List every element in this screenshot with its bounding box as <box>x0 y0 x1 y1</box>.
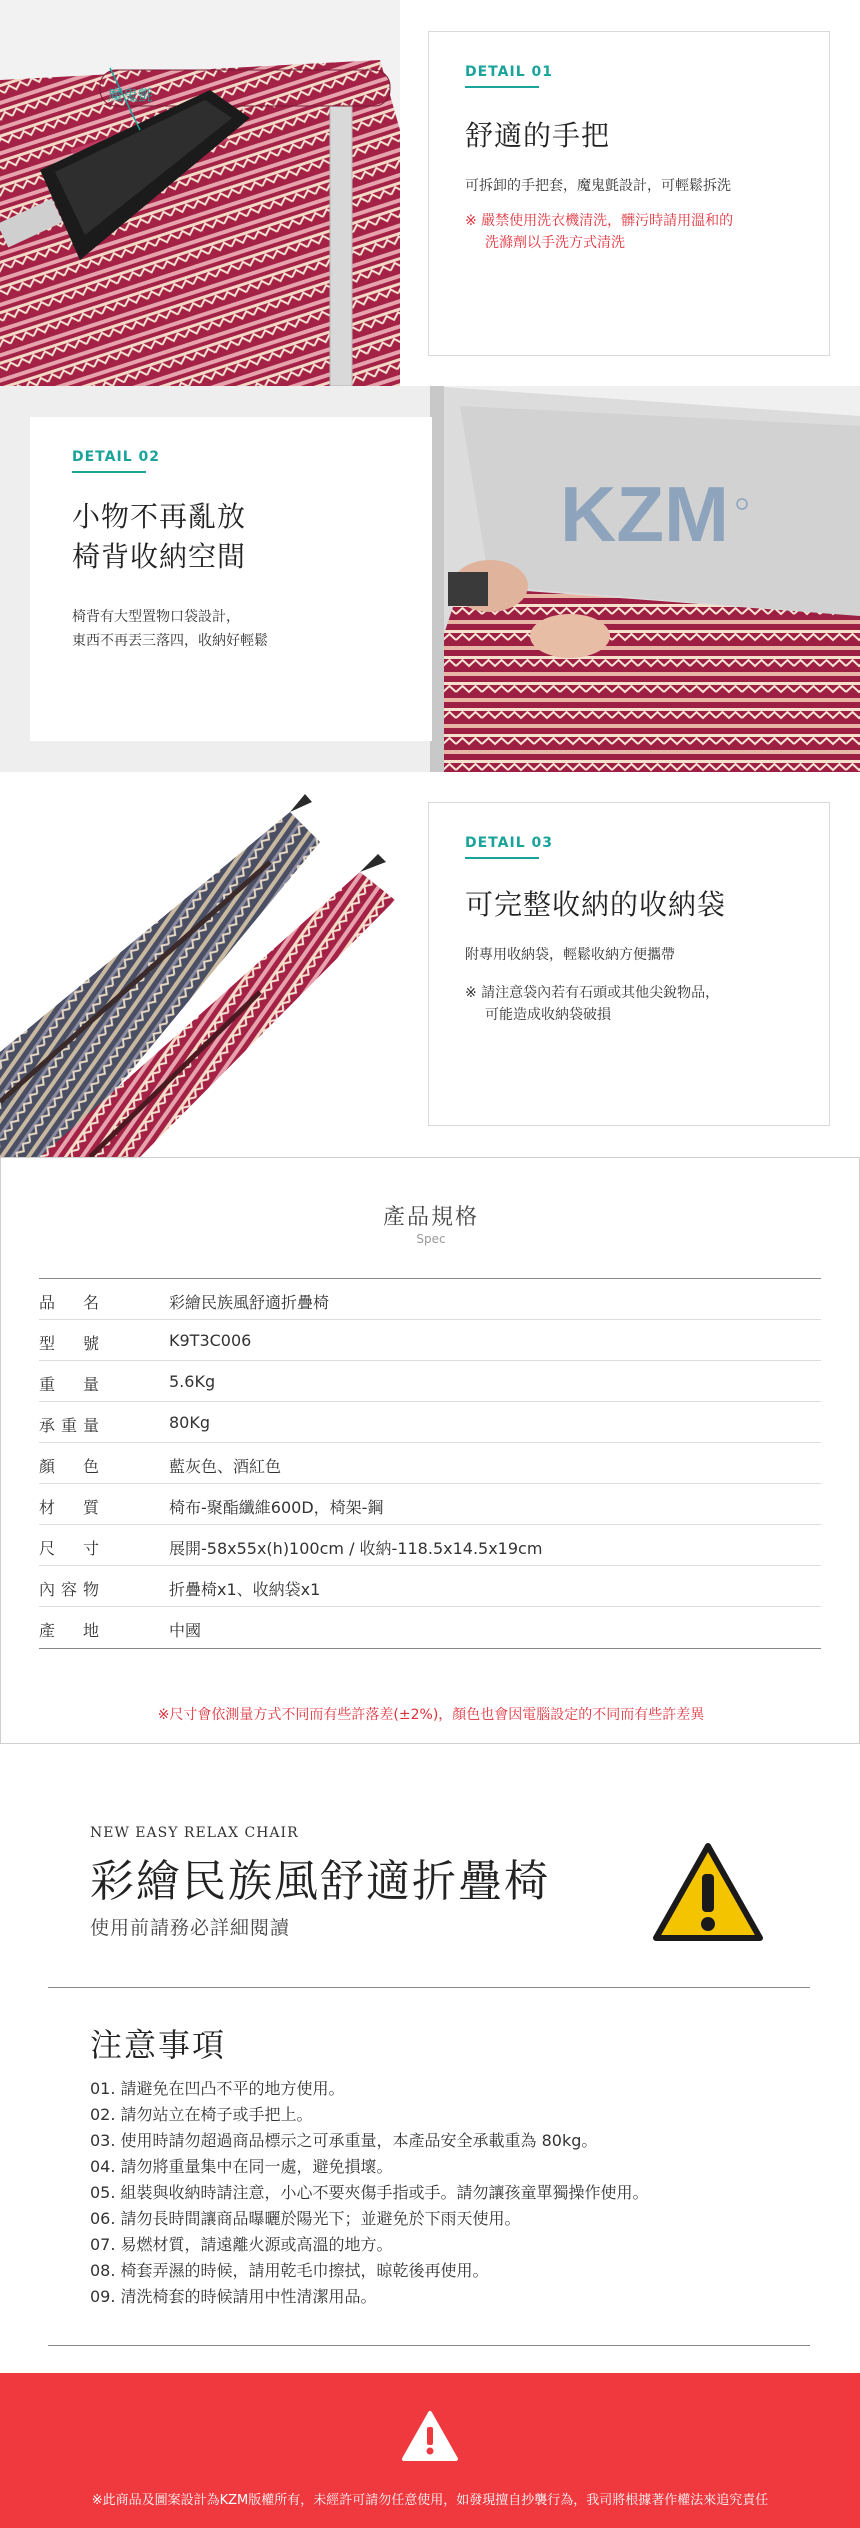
notice-item: 06. 請勿長時間讓商品曝曬於陽光下；並避免於下雨天使用。 <box>90 2209 521 2228</box>
detail-01-card <box>428 31 830 356</box>
carry-bag-illustration <box>0 772 420 1157</box>
spec-label: 顏色 <box>39 1457 99 1476</box>
detail-02-section <box>0 386 860 772</box>
spec-row <box>39 1566 821 1607</box>
card-warning: 洗滌劑以手洗方式清洗 <box>485 235 625 251</box>
notice-subtitle: 使用前請務必詳細閱讀 <box>90 1917 291 1939</box>
spec-value: 椅布-聚酯纖維600D，椅架-鋼 <box>169 1498 384 1517</box>
notice-english-title: NEW EASY RELAX CHAIR <box>90 1825 299 1841</box>
spec-label: 重量 <box>39 1375 99 1394</box>
notice-item: 07. 易燃材質，請遠離火源或高溫的地方。 <box>90 2235 393 2254</box>
divider <box>48 1987 810 1988</box>
notice-item: 04. 請勿將重量集中在同一處，避免損壞。 <box>90 2157 393 2176</box>
divider <box>48 2345 810 2346</box>
notice-item: 08. 椅套弄濕的時候，請用乾毛巾擦拭，晾乾後再使用。 <box>90 2261 489 2280</box>
spec-table <box>39 1278 821 1649</box>
spec-value: 藍灰色、酒紅色 <box>169 1457 282 1476</box>
detail-03-card <box>428 802 830 1126</box>
detail-01-section <box>0 0 860 386</box>
back-pocket-photo <box>430 386 860 772</box>
warning-triangle-icon <box>400 2409 460 2463</box>
spec-label: 材質 <box>39 1498 99 1517</box>
notice-item: 03. 使用時請勿超過商品標示之可承重量，本產品安全承載重為 80kg。 <box>90 2131 598 2150</box>
card-title: 可完整收納的收納袋 <box>465 888 727 921</box>
warning-triangle-icon <box>652 1842 764 1942</box>
notice-heading: 注意事項 <box>90 2026 227 2064</box>
spec-row <box>39 1607 821 1648</box>
spec-row <box>39 1525 821 1566</box>
spec-row <box>39 1361 821 1402</box>
spec-label: 產地 <box>39 1621 99 1640</box>
card-title: 舒適的手把 <box>465 119 611 152</box>
velcro-label: 魔鬼氈 <box>108 86 154 104</box>
spec-row <box>39 1402 821 1443</box>
detail-tag: DETAIL 03 <box>465 835 553 851</box>
copyright-footer <box>0 2373 860 2528</box>
spec-value: 折疊椅x1、收納袋x1 <box>169 1580 321 1599</box>
spec-value: 80Kg <box>169 1413 211 1432</box>
notice-section <box>0 1744 860 2373</box>
card-note: ※ 請注意袋內若有石頭或其他尖銳物品， <box>465 985 720 1001</box>
card-text: 附專用收納袋，輕鬆收納方便攜帶 <box>465 947 675 963</box>
notice-item: 02. 請勿站立在椅子或手把上。 <box>90 2105 313 2124</box>
card-note: 可能造成收納袋破損 <box>485 1007 611 1023</box>
spec-value: 中國 <box>169 1621 202 1640</box>
detail-underline <box>72 471 146 473</box>
card-text: 東西不再丟三落四，收納好輕鬆 <box>72 633 268 649</box>
detail-03-section <box>0 772 860 1157</box>
brand-logo: KZM <box>560 470 729 558</box>
spec-value: 展開-58x55x(h)100cm / 收納-118.5x14.5x19cm <box>169 1539 543 1558</box>
spec-value: 5.6Kg <box>169 1372 216 1391</box>
detail-tag: DETAIL 02 <box>72 449 160 465</box>
spec-row <box>39 1484 821 1525</box>
spec-label: 內容物 <box>39 1580 99 1599</box>
armrest-photo <box>0 0 400 386</box>
spec-label: 尺寸 <box>39 1539 99 1558</box>
spec-row <box>39 1279 821 1320</box>
detail-underline <box>465 86 539 88</box>
notice-item: 05. 組裝與收納時請注意，小心不要夾傷手指或手。請勿讓孩童單獨操作使用。 <box>90 2183 649 2202</box>
spec-section <box>0 1157 860 1744</box>
card-title-line1: 小物不再亂放 <box>72 500 247 533</box>
spec-title: 產品規格 <box>382 1205 479 1230</box>
spec-row <box>39 1320 821 1361</box>
armrest-illustration <box>0 0 400 386</box>
back-pocket-illustration <box>430 386 860 772</box>
spec-row <box>39 1443 821 1484</box>
spec-note: ※尺寸會依測量方式不同而有些許落差(±2%)，顏色也會因電腦設定的不同而有些許差異 <box>157 1707 705 1723</box>
notice-item: 09. 清洗椅套的時候請用中性清潔用品。 <box>90 2287 377 2306</box>
detail-underline <box>465 857 539 859</box>
detail-tag: DETAIL 01 <box>465 64 553 80</box>
spec-value: K9T3C006 <box>169 1331 252 1350</box>
carry-bag-photo <box>0 772 420 1157</box>
spec-label: 承重量 <box>39 1416 99 1435</box>
card-warning: ※ 嚴禁使用洗衣機清洗，髒污時請用溫和的 <box>465 213 734 229</box>
notice-title: 彩繪民族風舒適折疊椅 <box>90 1856 550 1907</box>
spec-label: 型號 <box>39 1334 99 1353</box>
notice-item: 01. 請避免在凹凸不平的地方使用。 <box>90 2079 345 2098</box>
card-title-line2: 椅背收納空間 <box>72 540 247 573</box>
spec-label: 品名 <box>39 1293 99 1312</box>
spec-value: 彩繪民族風舒適折疊椅 <box>169 1293 330 1312</box>
card-text: 椅背有大型置物口袋設計， <box>72 609 240 625</box>
copyright-text: ※此商品及圖案設計為KZM版權所有，未經許可請勿任意使用，如發現擅自抄襲行為，我司將根據著作權法來追究責任 <box>91 2493 769 2508</box>
detail-02-card <box>30 417 432 741</box>
card-text: 可拆卸的手把套，魔鬼氈設計，可輕鬆拆洗 <box>465 178 731 194</box>
spec-subtitle: Spec <box>416 1232 446 1246</box>
